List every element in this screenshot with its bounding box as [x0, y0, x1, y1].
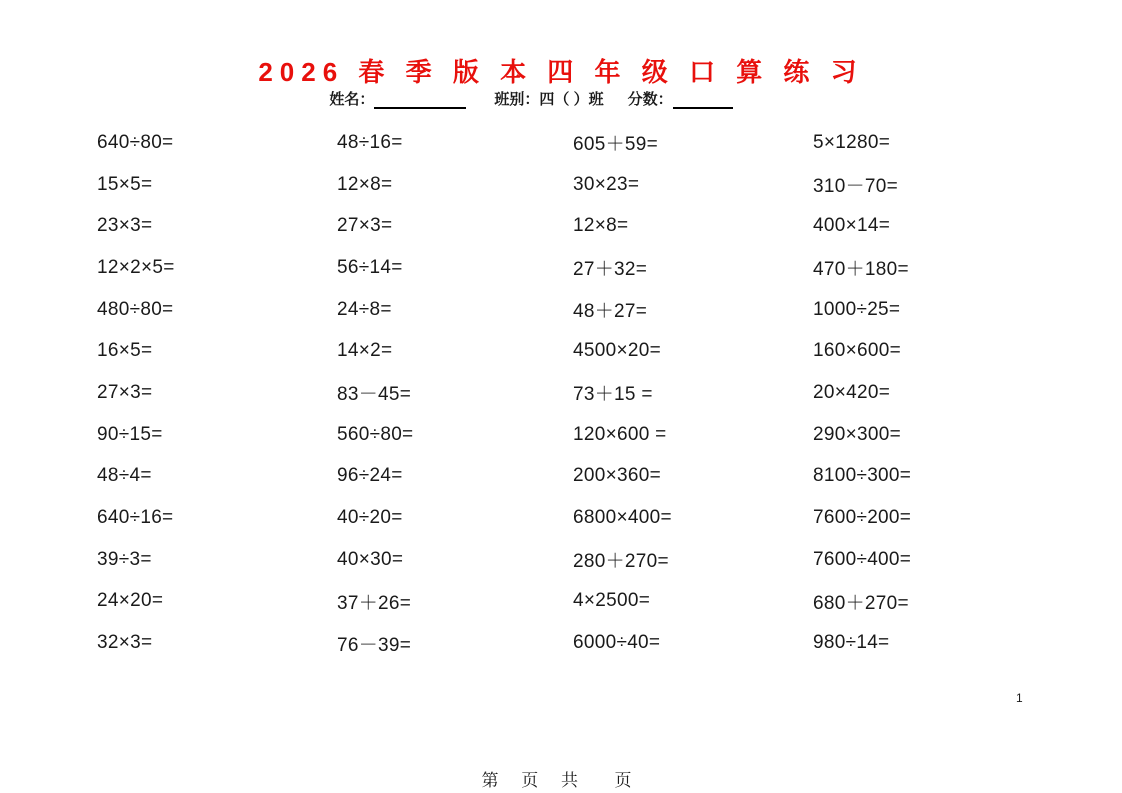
- problem-cell: 160×600=: [813, 340, 901, 362]
- problem-cell: 200×360=: [573, 465, 661, 487]
- problem-cell: 6800×400=: [573, 507, 672, 529]
- problem-cell: 83－45=: [337, 384, 412, 406]
- problem-cell: 24÷8=: [337, 298, 392, 320]
- problem-cell: 480÷80=: [97, 298, 174, 320]
- problem-cell: 27×3=: [97, 381, 153, 403]
- problem-cell: 8100÷300=: [813, 465, 912, 487]
- problem-cell: 32×3=: [97, 632, 153, 654]
- problem-cell: 56÷14=: [337, 256, 403, 278]
- problem-cell: 24×20=: [97, 590, 164, 612]
- student-info-row: [0, 88, 1092, 109]
- problem-cell: 280＋270=: [573, 551, 669, 573]
- problem-cell: 48＋27=: [573, 301, 648, 323]
- problem-cell: 40×30=: [337, 548, 404, 570]
- problem-cell: 37＋26=: [337, 592, 412, 614]
- problem-cell: 96÷24=: [337, 465, 403, 487]
- problem-cell: 48÷16=: [337, 131, 403, 153]
- score-label: 分数：: [627, 91, 673, 108]
- problem-cell: 73＋15 =: [573, 384, 653, 406]
- name-label: 姓名：: [329, 91, 375, 108]
- problem-cell: 120×600 =: [573, 423, 667, 445]
- problem-cell: 470＋180=: [813, 259, 909, 281]
- problem-cell: 12×2×5=: [97, 256, 175, 278]
- problem-cell: 90÷15=: [97, 423, 163, 445]
- problem-cell: 27＋32=: [573, 259, 648, 281]
- problem-cell: 76－39=: [337, 634, 412, 656]
- page-number: 1: [1016, 691, 1023, 705]
- problem-cell: 4500×20=: [573, 340, 661, 362]
- problem-cell: 7600÷200=: [813, 507, 912, 529]
- problem-cell: 40÷20=: [337, 507, 403, 529]
- problem-cell: 30×23=: [573, 173, 640, 195]
- problem-cell: 4×2500=: [573, 590, 651, 612]
- problem-cell: 27×3=: [337, 215, 393, 237]
- problem-cell: 6000÷40=: [573, 632, 661, 654]
- problem-cell: 980÷14=: [813, 632, 890, 654]
- problem-cell: 290×300=: [813, 423, 901, 445]
- page-title: 2026 春 季 版 本 四 年 级 口 算 练 习: [258, 57, 864, 87]
- problem-cell: 1000÷25=: [813, 298, 901, 320]
- problem-cell: 560÷80=: [337, 423, 414, 445]
- problem-cell: 48÷4=: [97, 465, 152, 487]
- problem-cell: 39÷3=: [97, 548, 152, 570]
- problem-cell: 605＋59=: [573, 134, 659, 156]
- problem-cell: 400×14=: [813, 215, 891, 237]
- problem-cell: 15×5=: [97, 173, 153, 195]
- problem-cell: 640÷16=: [97, 507, 174, 529]
- name-blank-line: [374, 93, 466, 109]
- problem-cell: 20×420=: [813, 381, 891, 403]
- score-blank-line: [673, 93, 733, 109]
- problem-cell: 310－70=: [813, 176, 899, 198]
- problems-grid: [97, 122, 1122, 664]
- problem-cell: 7600÷400=: [813, 548, 912, 570]
- problem-cell: 23×3=: [97, 215, 153, 237]
- footer-page-label: 第 页 共 页: [481, 771, 641, 790]
- problem-cell: 16×5=: [97, 340, 153, 362]
- problem-cell: 640÷80=: [97, 131, 174, 153]
- problem-cell: 12×8=: [573, 215, 629, 237]
- problem-cell: 12×8=: [337, 173, 393, 195]
- problem-cell: 5×1280=: [813, 131, 891, 153]
- class-label: 班别：四（ ）班: [494, 91, 604, 108]
- problem-cell: 14×2=: [337, 340, 393, 362]
- problem-cell: 680＋270=: [813, 592, 909, 614]
